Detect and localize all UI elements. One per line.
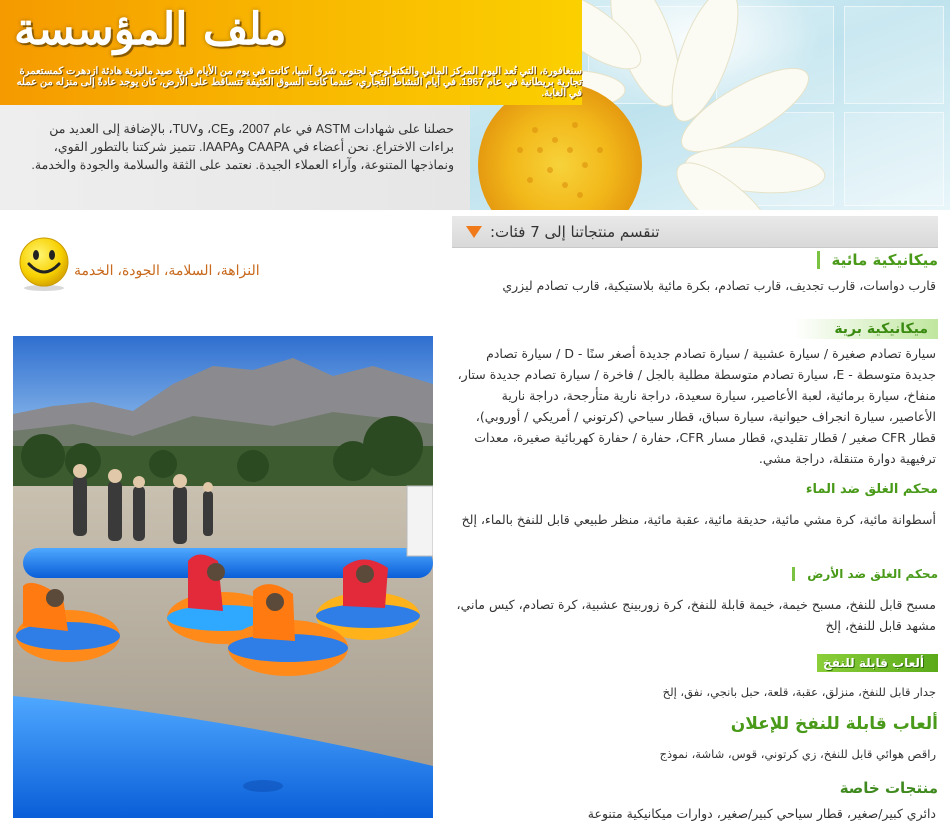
category-title: محكم الغلق ضد الأرض — [792, 567, 938, 581]
category-description: راقص هوائي قابل للنفخ، زي كرتوني، قوس، شاشة، نموذج — [659, 747, 936, 761]
category-special-products — [452, 778, 938, 824]
profile-banner — [0, 0, 950, 210]
page-title: ملف المؤسسة — [14, 4, 287, 55]
category-advertising-inflatables — [452, 714, 938, 765]
category-land-sealed — [452, 563, 938, 636]
category-description: سيارة تصادم صغيرة / سيارة عشبية / سيارة تصادم جديدة أصغر سنًا - D / سيارة تصادم جديدة متوسطة - E، سيارة تصادم متوسطة مطلية بالجل / فاخرة / سيارة تصادم جديدة ستار، منفاخ، سيارة برمائية، لعبة الأعاصير، سيارة سعيدة، دراجة نارية متأرجحة، دراجة نارية الأعاصير، سيارة انجراف حيوانية، سيارة سباق، قطار سياحي (كرتوني / أمريكي / أوروبي)، قطار CFR صغير / قطار تقليدي، قطار مسار CFR، حفارة / حفارة كهربائية صغيرة، معدات ترفيهية دوارة متنقلة، دراجة مشي. — [457, 346, 936, 466]
categories-header — [452, 216, 938, 248]
category-water-sealed — [452, 478, 938, 530]
category-title: ميكانيكية مائية — [817, 251, 938, 269]
category-title: ألعاب قابلة للنفخ — [817, 654, 938, 672]
smiley-face-icon — [16, 236, 72, 292]
company-description: حصلنا على شهادات ASTM في عام 2007، وCE، وTUV، بالإضافة إلى العديد من براءات الاختراع. نحن أعضاء في CAAPA وIAAPA. تتميز شركتنا بالتطور القوي، ونماذجها المتنوعة، وآراء العملاء الجيدة. نعتمد على الثقة والسلامة والجودة والخدمة. — [31, 122, 454, 172]
category-title: ميكانيكية برية — [794, 319, 938, 339]
category-inflatable-games — [452, 652, 938, 703]
category-description: قارب دواسات، قارب تجديف، قارب تصادم، بكرة مائية بلاستيكية، قارب تصادم ليزري — [502, 278, 936, 293]
bumper-boats-photo — [13, 336, 433, 818]
category-title: منتجات خاصة — [839, 779, 938, 797]
category-water-mechanical — [452, 250, 938, 296]
category-description: أسطوانة مائية، كرة مشي مائية، حديقة مائية، عقبة مائية، منظر طبيعي قابل للنفخ بالماء، إلخ — [461, 512, 936, 527]
category-description: دائري كبير/صغير، قطار سياحي كبير/صغير، دوارات ميكانيكية متنوعة — [587, 806, 936, 821]
company-slogan: النزاهة، السلامة، الجودة، الخدمة — [74, 262, 260, 278]
category-description: مسبح قابل للنفخ، مسبح خيمة، خيمة قابلة للنفخ، كرة زوربينج عشبية، كرة تصادم، كيس ماني، مشهد قابل للنفخ، إلخ — [456, 597, 936, 633]
category-land-mechanical — [452, 318, 938, 469]
triangle-down-icon — [466, 226, 482, 238]
banner-intro-text: سنغافورة، التي تُعد اليوم المركز المالي والتكنولوجي لجنوب شرق آسيا، كانت في يوم من الأيام قرية صيد ماليزية هادئة ازدهرت كمستعمرة تجارية بريطانية في عام 1967. في أيام النشاط التجاري، عندما كانت السوق الكثيفة تتساقط على الأرض، كان يوجد عادةً إلى منزله من عمله في الغابة. — [16, 66, 582, 99]
categories-header-text: تنقسم منتجاتنا إلى 7 فئات: — [490, 222, 660, 241]
category-description: جدار قابل للنفخ، منزلق، عقبة، قلعة، حبل بانجي، نفق، إلخ — [662, 685, 936, 699]
category-title: محكم الغلق ضد الماء — [805, 482, 938, 497]
category-title: ألعاب قابلة للنفخ للإعلان — [730, 714, 938, 734]
